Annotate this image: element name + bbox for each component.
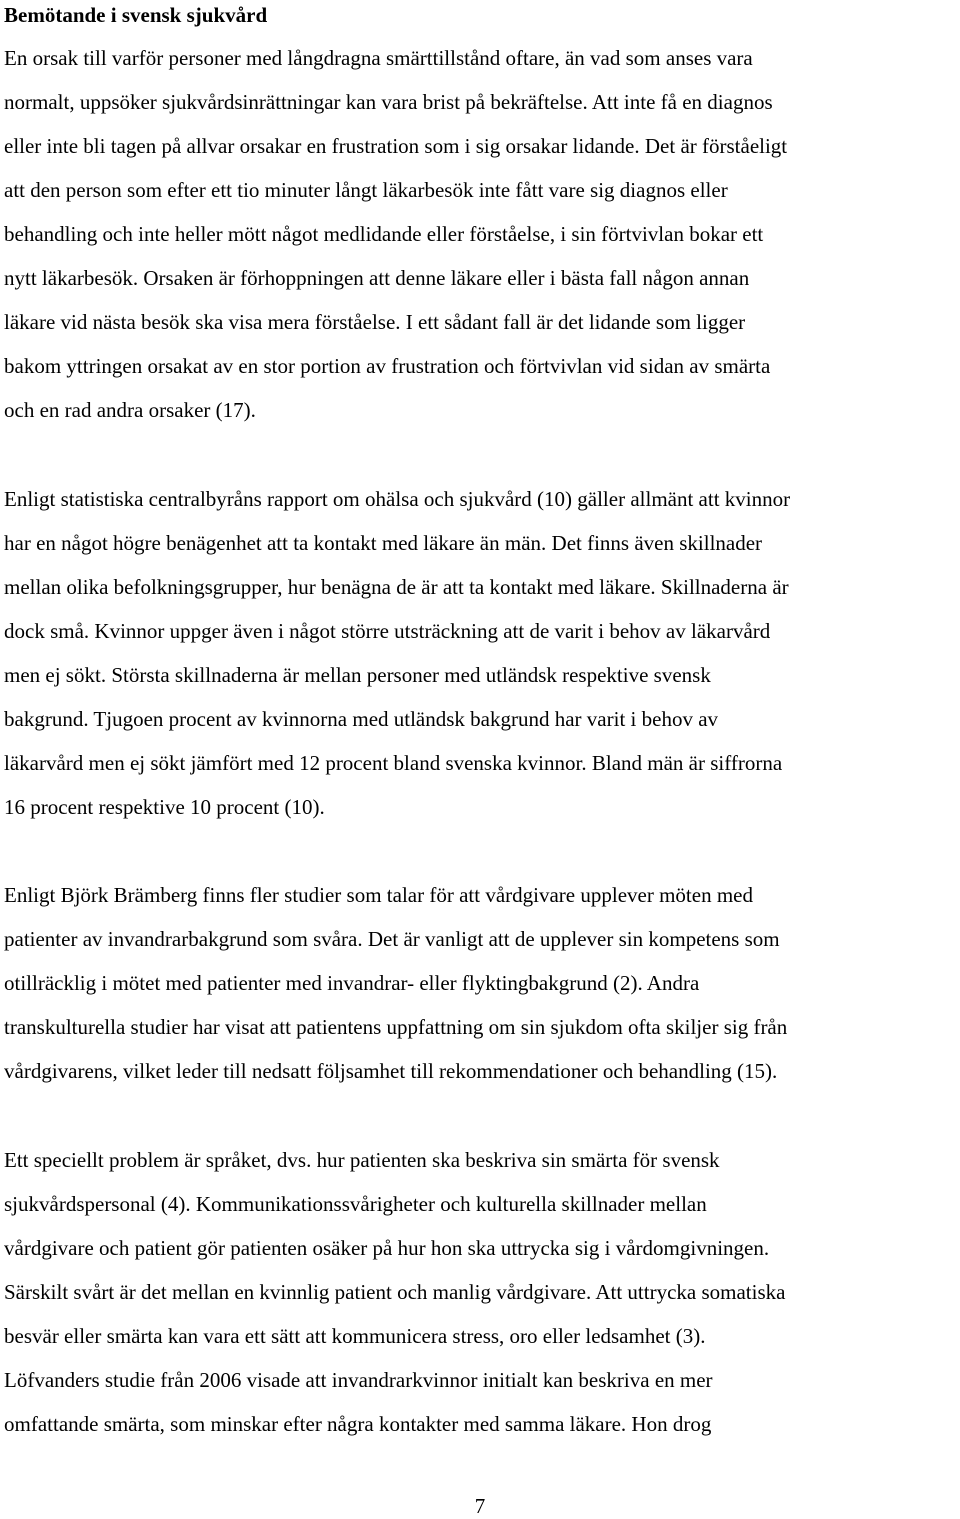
text-line: transkulturella studier har visat att patientens uppfattning om sin sjukdom ofta skiljer sig från: [4, 1015, 788, 1039]
section-heading: Bemötande i svensk sjukvård: [4, 3, 268, 27]
text-line: sjukvårdspersonal (4). Kommunikationssvårigheter och kulturella skillnader mellan: [4, 1192, 707, 1216]
text-line: otillräcklig i mötet med patienter med invandrar- eller flyktingbakgrund (2). Andra: [4, 971, 700, 995]
text-line: omfattande smärta, som minskar efter några kontakter med samma läkare. Hon drog: [4, 1412, 712, 1436]
text-line: vårdgivare och patient gör patienten osäker på hur hon ska uttrycka sig i vårdomgivningen.: [4, 1236, 770, 1260]
text-line: vårdgivarens, vilket leder till nedsatt följsamhet till rekommendationer och behandling (15).: [4, 1059, 778, 1083]
text-line: 16 procent respektive 10 procent (10).: [4, 795, 325, 819]
text-line: Enligt statistiska centralbyråns rapport om ohälsa och sjukvård (10) gäller allmänt att kvinnor: [4, 487, 791, 511]
text-line: normalt, uppsöker sjukvårdsinrättningar kan vara brist på bekräftelse. Att inte få en diagnos: [4, 90, 773, 114]
text-line: Ett speciellt problem är språket, dvs. hur patienten ska beskriva sin smärta för svensk: [4, 1148, 720, 1172]
text-line: bakom yttringen orsakat av en stor portion av frustration och förtvivlan vid sidan av smärta: [4, 354, 771, 378]
page-number: 7: [474, 1494, 486, 1518]
text-line: läkare vid nästa besök ska visa mera förståelse. I ett sådant fall är det lidande som ligger: [4, 310, 746, 334]
text-line: men ej sökt. Största skillnaderna är mellan personer med utländsk respektive svensk: [4, 663, 711, 687]
text-line: behandling och inte heller mött något medlidande eller förståelse, i sin förtvivlan bokar ett: [4, 222, 764, 246]
text-line: patienter av invandrarbakgrund som svåra. Det är vanligt att de upplever sin kompetens som: [4, 927, 780, 951]
text-line: Enligt Björk Brämberg finns fler studier som talar för att vårdgivare upplever möten med: [4, 883, 753, 907]
text-line: bakgrund. Tjugoen procent av kvinnorna med utländsk bakgrund har varit i behov av: [4, 707, 719, 731]
text-line: att den person som efter ett tio minuter långt läkarbesök inte fått vare sig diagnos eller: [4, 178, 728, 202]
text-line: läkarvård men ej sökt jämfört med 12 procent bland svenska kvinnor. Bland män är siffrorna: [4, 751, 783, 775]
text-line: Särskilt svårt är det mellan en kvinnlig patient och manlig vårdgivare. Att uttrycka somatiska: [4, 1280, 786, 1304]
text-line: mellan olika befolkningsgrupper, hur benägna de är att ta kontakt med läkare. Skillnaderna är: [4, 575, 789, 599]
text-line: nytt läkarbesök. Orsaken är förhoppningen att denne läkare eller i bästa fall någon annan: [4, 266, 750, 290]
text-line: har en något högre benägenhet att ta kontakt med läkare än män. Det finns även skillnader: [4, 531, 763, 555]
text-line: dock små. Kvinnor uppger även i något större utsträckning att de varit i behov av läkarvård: [4, 619, 771, 643]
text-line: och en rad andra orsaker (17).: [4, 398, 256, 422]
text-line: En orsak till varför personer med långdragna smärttillstånd oftare, än vad som anses vara: [4, 46, 753, 70]
text-line: besvär eller smärta kan vara ett sätt att kommunicera stress, oro eller ledsamhet (3).: [4, 1324, 706, 1348]
text-line: Löfvanders studie från 2006 visade att invandrarkvinnor initialt kan beskriva en mer: [4, 1368, 713, 1392]
text-line: eller inte bli tagen på allvar orsakar en frustration som i sig orsakar lidande. Det är förståeligt: [4, 134, 788, 158]
